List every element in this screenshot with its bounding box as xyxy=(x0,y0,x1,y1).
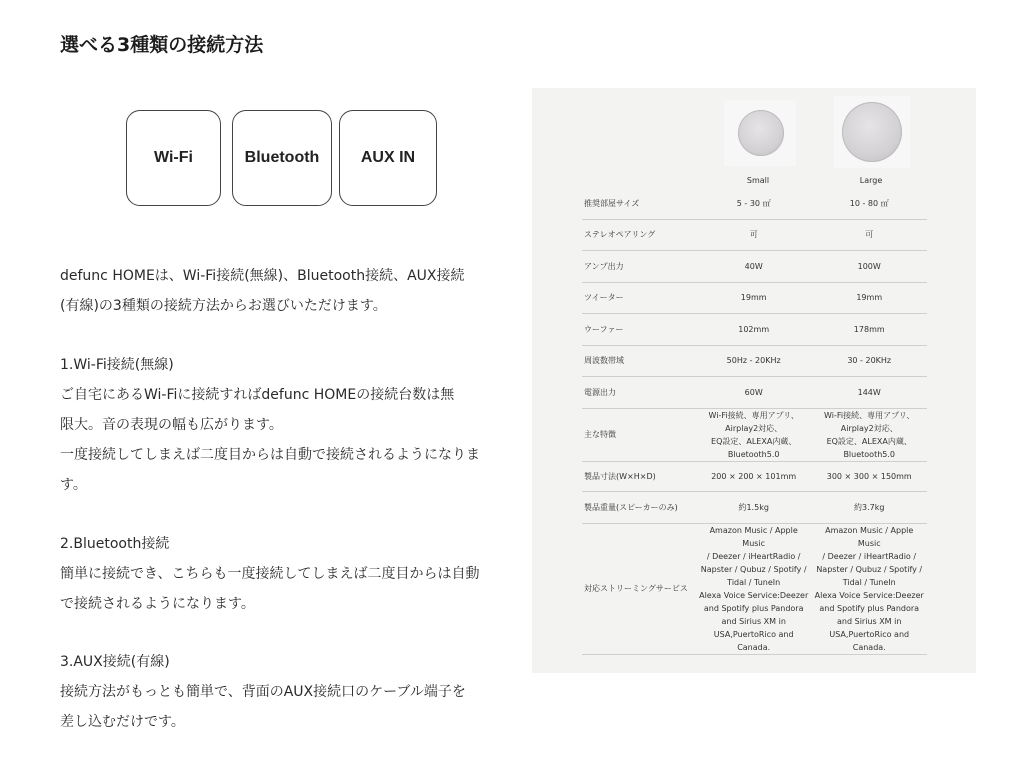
spec-label: 周波数帯域 xyxy=(582,345,696,376)
spec-row xyxy=(582,313,927,345)
spec-label: ステレオペアリング xyxy=(582,219,696,250)
column-large: Large xyxy=(859,176,883,185)
spec-row xyxy=(582,376,927,408)
intro-text xyxy=(60,261,510,321)
spec-value-large: Wi-Fi接続、専用アプリ、 Airplay2対応、 EQ設定、ALEXA内蔵、 Bluetooth5.0 xyxy=(811,408,927,461)
spec-label: 対応ストリーミングサービス xyxy=(582,523,696,654)
section-line: す。 xyxy=(60,477,87,493)
spec-row xyxy=(582,219,927,250)
bluetooth-box: Bluetooth xyxy=(232,110,332,206)
spec-label: 電源出力 xyxy=(582,376,696,408)
section-line: 簡単に接続でき、こちらも一度接続してしまえば二度目からは自動 xyxy=(60,566,480,582)
spec-value-small: 可 xyxy=(696,219,812,250)
wifi-box: Wi-Fi xyxy=(126,110,221,206)
aux-in-box: AUX IN xyxy=(339,110,437,206)
small-speaker-image xyxy=(738,110,784,156)
spec-value-large: 可 xyxy=(811,219,927,250)
section-line: 接続方法がもっとも簡単で、背面のAUX接続口のケーブル端子を xyxy=(60,684,466,700)
page-title: 選べる3種類の接続方法 xyxy=(60,34,264,56)
spec-label: 製品重量(スピーカーのみ) xyxy=(582,491,696,523)
intro-line: (有線)の3種類の接続方法からお選びいただけます。 xyxy=(60,298,387,314)
intro-line: defunc HOMEは、Wi-Fi接続(無線)、Bluetooth接続、AUX接続 xyxy=(60,268,465,284)
spec-value-small: 40W xyxy=(696,250,812,282)
section-wifi xyxy=(60,350,510,500)
section-line: 差し込むだけです。 xyxy=(60,714,185,730)
section-bluetooth xyxy=(60,529,510,619)
spec-value-large: 30 - 20KHz xyxy=(811,345,927,376)
spec-value-small: Amazon Music / Apple Music / Deezer / iHeartRadio / Napster / Qubuz / Spotify / Tidal / TuneIn Alexa Voice Service:Deezer and Spotify plus Pandora and Sirius XM in USA,PuertoRico and Canada. xyxy=(696,523,812,654)
spec-label: ウーファー xyxy=(582,313,696,345)
section-line: 限大。音の表現の幅も広がります。 xyxy=(60,417,283,433)
section-line: 一度接続してしまえば二度目からは自動で接続されるようになりま xyxy=(60,447,480,463)
spec-label: 主な特徴 xyxy=(582,408,696,461)
spec-value-large: 10 - 80 ㎡ xyxy=(811,188,927,219)
large-speaker-image xyxy=(842,102,902,162)
spec-value-small: 102mm xyxy=(696,313,812,345)
spec-label: アンプ出力 xyxy=(582,250,696,282)
spec-value-small: 5 - 30 ㎡ xyxy=(696,188,812,219)
section-heading: 2.Bluetooth接続 xyxy=(60,536,170,552)
spec-value-large: 144W xyxy=(811,376,927,408)
spec-row xyxy=(582,188,927,219)
column-small: Small xyxy=(746,176,770,185)
spec-value-large: 178mm xyxy=(811,313,927,345)
spec-label: 推奨部屋サイズ xyxy=(582,188,696,219)
section-heading: 1.Wi-Fi接続(無線) xyxy=(60,357,174,373)
spec-row xyxy=(582,523,927,654)
spec-row xyxy=(582,345,927,376)
section-aux xyxy=(60,647,510,737)
spec-value-large: Amazon Music / Apple Music / Deezer / iHeartRadio / Napster / Qubuz / Spotify / Tidal / TuneIn Alexa Voice Service:Deezer and Spotify plus Pandora and Sirius XM in USA,PuertoRico and Canada. xyxy=(811,523,927,654)
spec-table xyxy=(582,188,927,655)
spec-row xyxy=(582,282,927,313)
spec-value-large: 約3.7kg xyxy=(811,491,927,523)
spec-value-small: 60W xyxy=(696,376,812,408)
section-line: ご自宅にあるWi-Fiに接続すればdefunc HOMEの接続台数は無 xyxy=(60,387,455,403)
spec-label: ツイーター xyxy=(582,282,696,313)
section-line: で接続されるようになります。 xyxy=(60,596,255,612)
spec-value-small: 200 × 200 × 101mm xyxy=(696,461,812,491)
spec-row xyxy=(582,250,927,282)
spec-value-large: 100W xyxy=(811,250,927,282)
spec-value-small: 19mm xyxy=(696,282,812,313)
spec-value-large: 19mm xyxy=(811,282,927,313)
spec-row xyxy=(582,461,927,491)
spec-row xyxy=(582,491,927,523)
spec-label: 製品寸法(W×H×D) xyxy=(582,461,696,491)
spec-value-small: 50Hz - 20KHz xyxy=(696,345,812,376)
spec-row xyxy=(582,408,927,461)
spec-value-small: Wi-Fi接続、専用アプリ、 Airplay2対応、 EQ設定、ALEXA内蔵、 Bluetooth5.0 xyxy=(696,408,812,461)
spec-value-small: 約1.5kg xyxy=(696,491,812,523)
spec-value-large: 300 × 300 × 150mm xyxy=(811,461,927,491)
section-heading: 3.AUX接続(有線) xyxy=(60,654,170,670)
